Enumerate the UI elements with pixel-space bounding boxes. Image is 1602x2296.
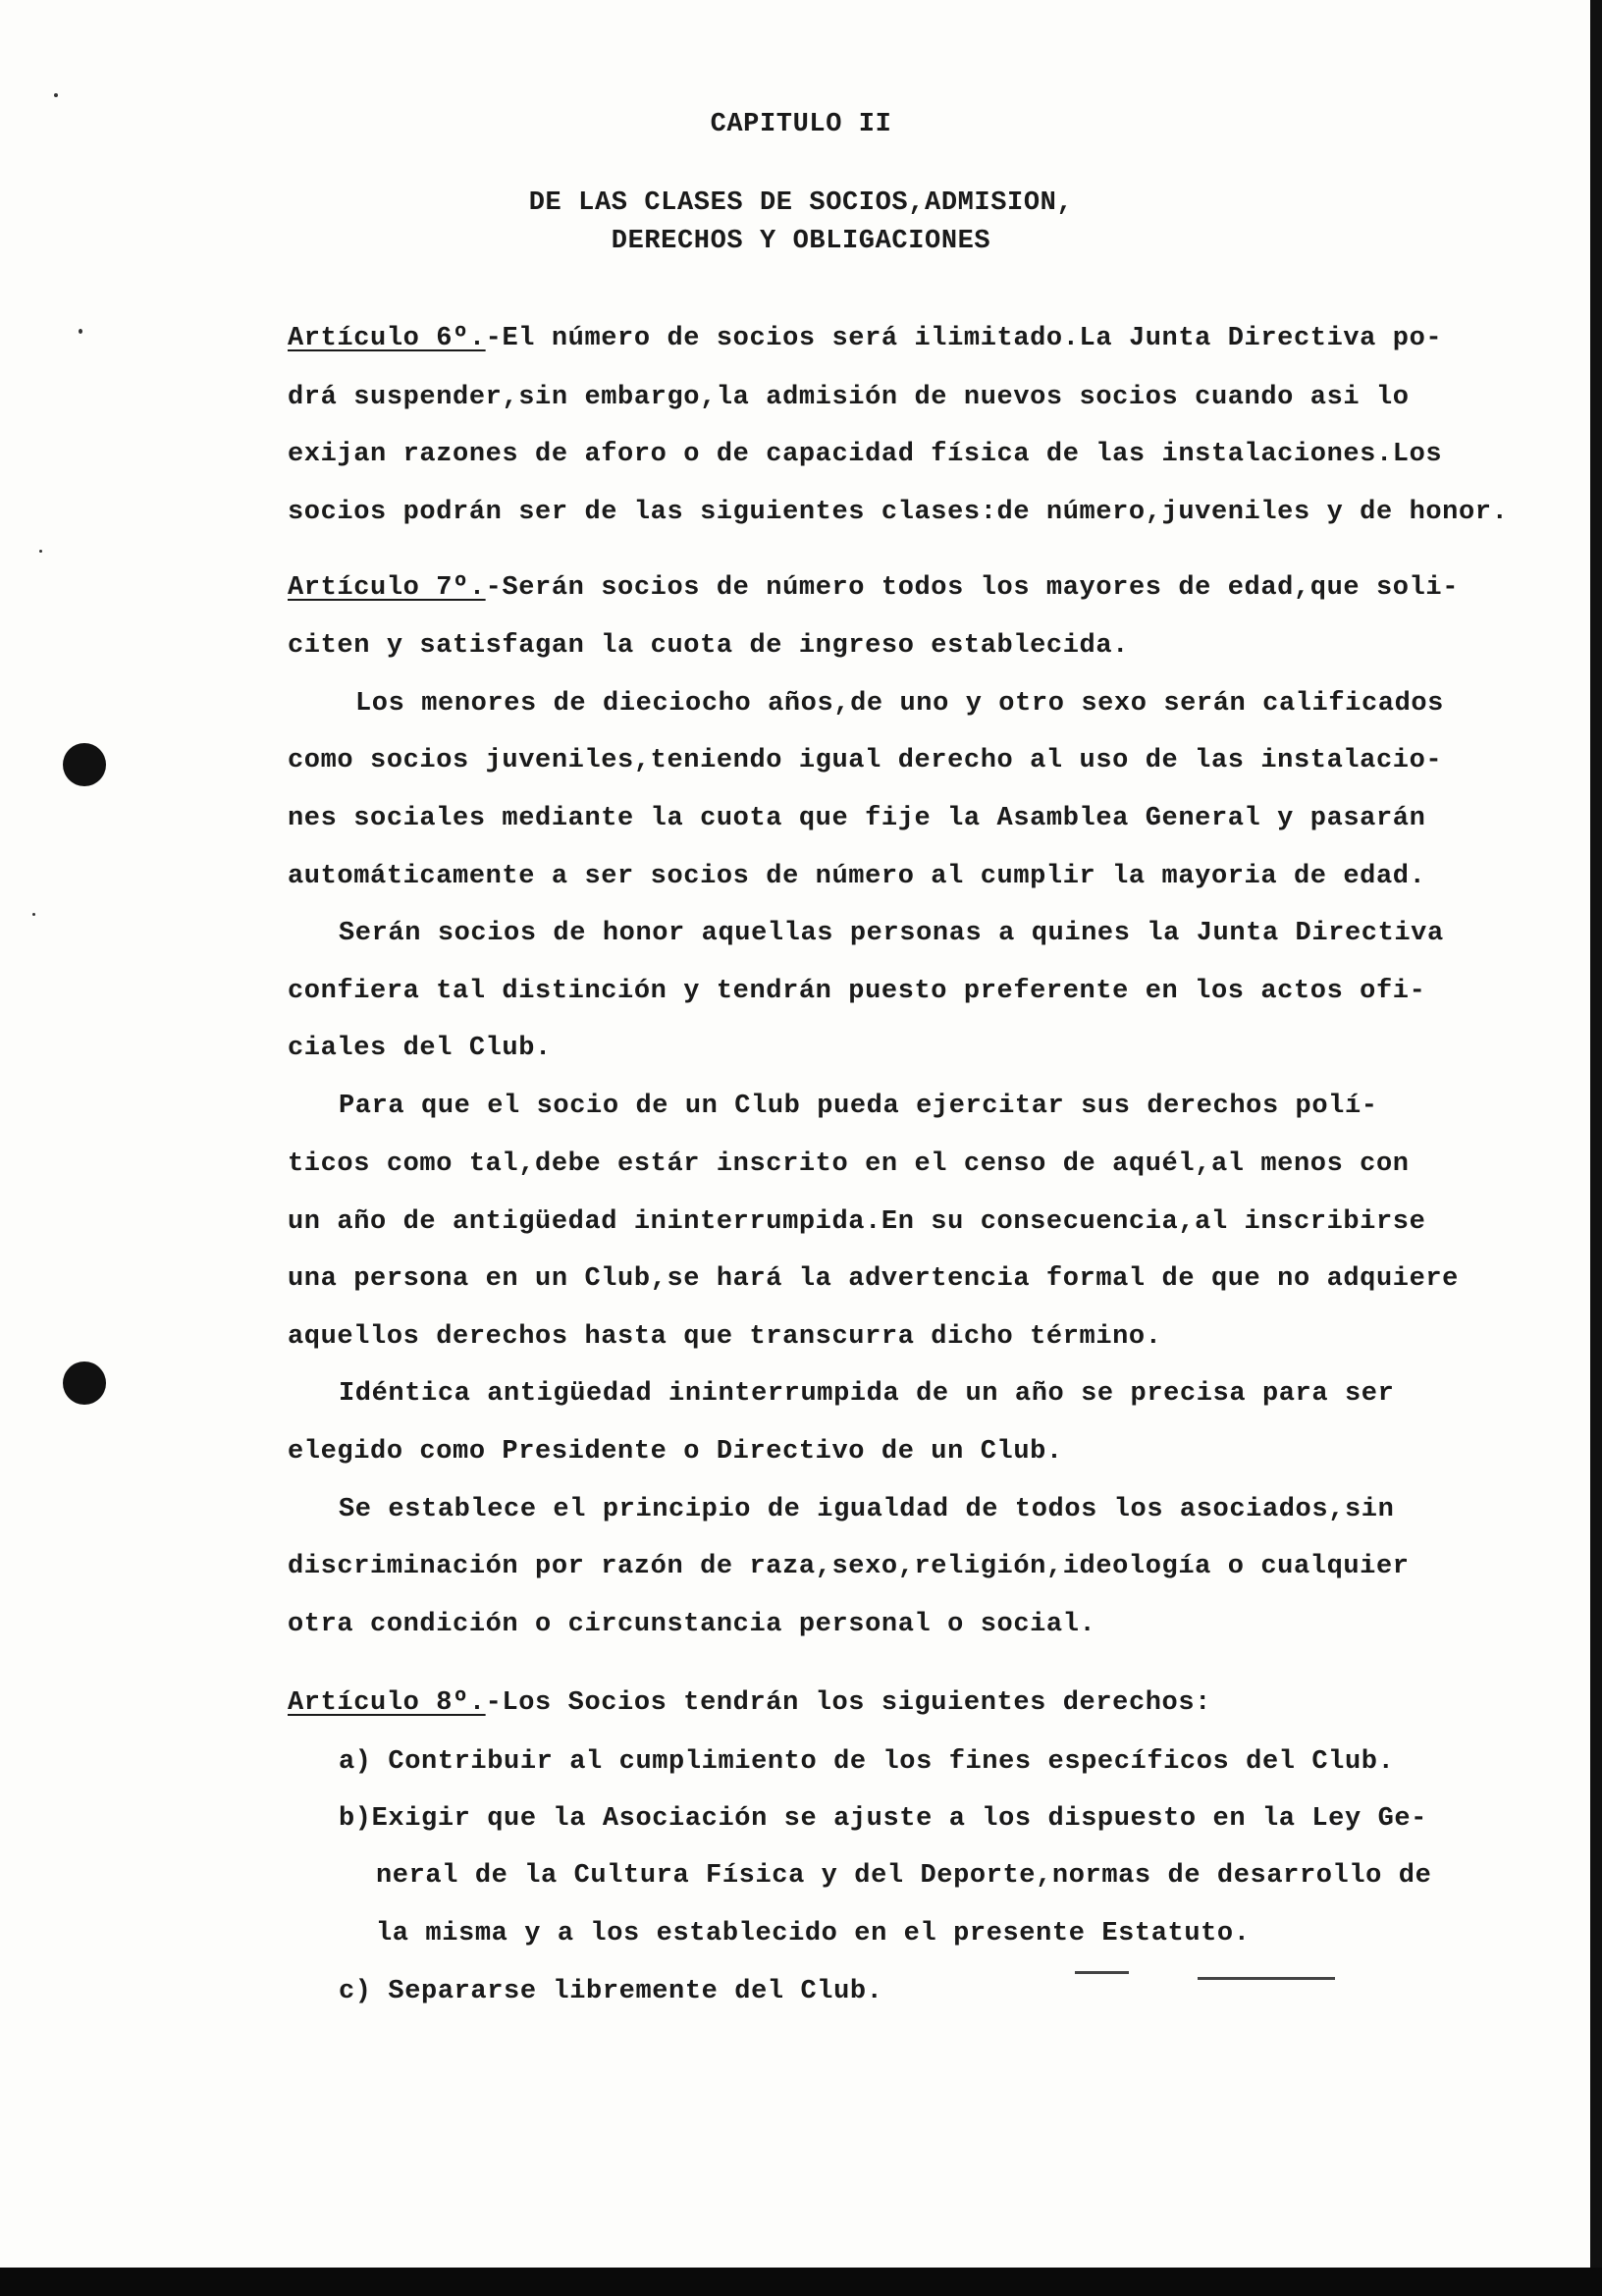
article-8-heading: [288, 1686, 1211, 1720]
scan-mark: [1075, 1971, 1129, 1974]
article-6-line: drá suspender,sin embargo,la admisión de nuevos socios cuando asi lo: [288, 383, 1410, 412]
chapter-subtitle-line2: DERECHOS Y OBLIGACIONES: [611, 227, 991, 256]
article-6-label: Artículo 6º.: [288, 324, 486, 353]
article-7-line: como socios juveniles,teniendo igual derecho al uso de las instalacio-: [288, 746, 1443, 775]
scan-mark: [1198, 1977, 1335, 1980]
article-8-line: -Los Socios tendrán los siguientes derechos:: [485, 1688, 1211, 1718]
article-8-item-c: c) Separarse libremente del Club.: [339, 1977, 883, 2006]
punch-hole: [63, 1362, 106, 1405]
chapter-subtitle-line1: DE LAS CLASES DE SOCIOS,ADMISION,: [528, 188, 1074, 218]
scan-edge-right: [1590, 0, 1602, 2296]
article-6-line: socios podrán ser de las siguientes clases:de número,juveniles y de honor.: [288, 498, 1509, 527]
article-7-line: ciales del Club.: [288, 1034, 552, 1063]
article-7-line: Idéntica antigüedad ininterrumpida de un año se precisa para ser: [339, 1379, 1395, 1409]
article-7-line: automáticamente a ser socios de número al cumplir la mayoria de edad.: [288, 862, 1426, 891]
article-7-line: confiera tal distinción y tendrán puesto preferente en los actos ofi-: [288, 977, 1426, 1006]
article-8-item-b-cont: la misma y a los establecido en el presente Estatuto.: [376, 1919, 1251, 1949]
scan-speck: [39, 550, 42, 553]
chapter-title: CAPITULO II: [710, 110, 892, 139]
article-7-line: una persona en un Club,se hará la advertencia formal de que no adquiere: [288, 1264, 1459, 1294]
article-7-line: un año de antigüedad ininterrumpida.En su consecuencia,al inscribirse: [288, 1207, 1426, 1237]
article-8-item-a: a) Contribuir al cumplimiento de los fines específicos del Club.: [339, 1747, 1395, 1777]
article-6-line: exijan razones de aforo o de capacidad física de las instalaciones.Los: [288, 440, 1443, 469]
scan-speck: [79, 329, 82, 334]
article-7-line: citen y satisfagan la cuota de ingreso establecida.: [288, 631, 1129, 661]
article-7-line: nes sociales mediante la cuota que fije la Asamblea General y pasarán: [288, 804, 1426, 833]
article-7-line: otra condición o circunstancia personal o social.: [288, 1610, 1096, 1639]
article-6-heading: [288, 322, 1442, 355]
article-7-heading: [288, 571, 1459, 605]
scan-speck: [54, 93, 58, 97]
article-6-line: -El número de socios será ilimitado.La Junta Directiva po-: [485, 324, 1443, 353]
article-7-line: aquellos derechos hasta que transcurra dicho término.: [288, 1322, 1162, 1352]
article-7-line: Serán socios de honor aquellas personas a quines la Junta Directiva: [339, 919, 1444, 948]
article-8-item-b: b)Exigir que la Asociación se ajuste a los dispuesto en la Ley Ge-: [339, 1804, 1427, 1834]
article-7-line: Se establece el principio de igualdad de todos los asociados,sin: [339, 1495, 1395, 1524]
article-7-line: elegido como Presidente o Directivo de un Club.: [288, 1437, 1063, 1467]
article-7-line: ticos como tal,debe estár inscrito en el censo de aquél,al menos con: [288, 1149, 1410, 1179]
punch-hole: [63, 743, 106, 786]
article-7-line: Para que el socio de un Club pueda ejercitar sus derechos polí-: [339, 1092, 1378, 1121]
article-8-label: Artículo 8º.: [288, 1688, 486, 1718]
scan-edge-bottom: [0, 2268, 1602, 2296]
article-8-item-b-cont: neral de la Cultura Física y del Deporte,normas de desarrollo de: [376, 1861, 1432, 1891]
article-7-line: discriminación por razón de raza,sexo,religión,ideología o cualquier: [288, 1552, 1410, 1581]
article-7-label: Artículo 7º.: [288, 573, 486, 603]
article-7-line: -Serán socios de número todos los mayores de edad,que soli-: [485, 573, 1459, 603]
article-7-line: Los menores de dieciocho años,de uno y otro sexo serán calificados: [355, 689, 1444, 719]
scan-speck: [32, 913, 35, 916]
